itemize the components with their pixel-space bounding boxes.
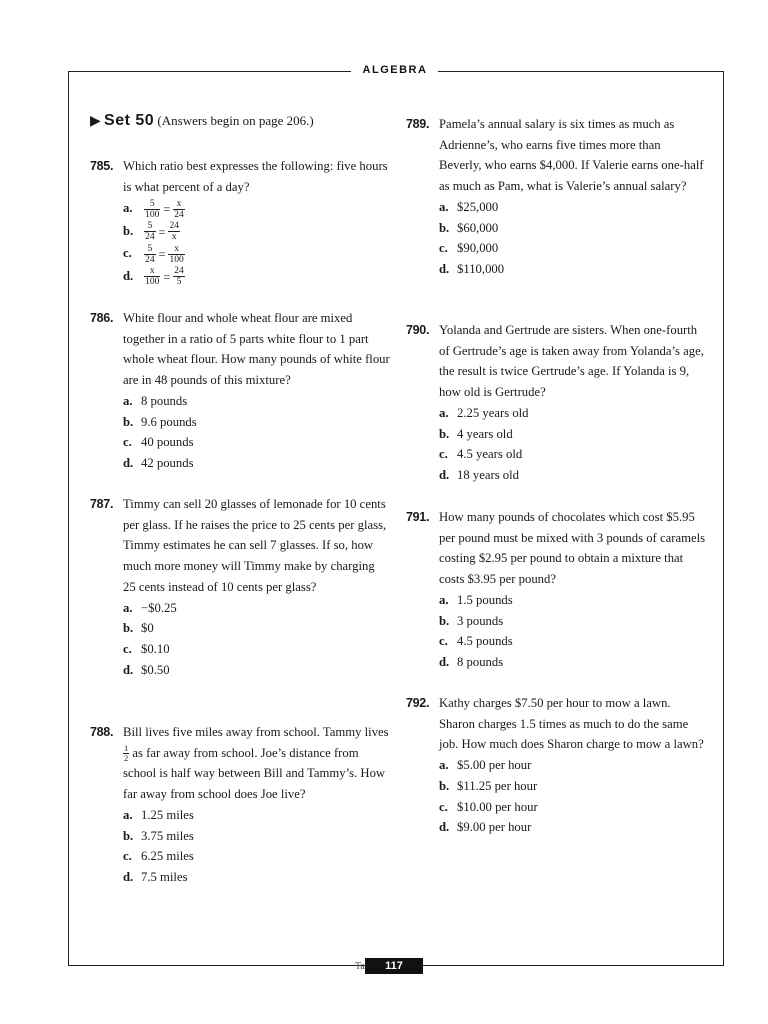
question-786 bbox=[90, 308, 390, 474]
option-b[interactable]: b. 3 pounds bbox=[439, 613, 504, 628]
header-rule-right bbox=[438, 71, 723, 72]
option-b[interactable]: b. 3.75 miles bbox=[123, 828, 194, 843]
option-b[interactable]: b. 4 years old bbox=[439, 426, 513, 441]
option-d[interactable]: d. 8 pounds bbox=[439, 654, 504, 669]
option-a[interactable]: a. 1.25 miles bbox=[123, 807, 194, 822]
set-heading bbox=[90, 112, 314, 130]
question-785 bbox=[90, 156, 390, 287]
question-number: 785. bbox=[90, 159, 114, 173]
question-number: 790. bbox=[406, 323, 430, 337]
question-791 bbox=[406, 507, 706, 673]
option-c[interactable]: c. $0.10 bbox=[123, 641, 170, 656]
option-b[interactable]: b. $0 bbox=[123, 621, 154, 636]
question-790 bbox=[406, 320, 706, 486]
question-787 bbox=[90, 494, 390, 680]
question-text: Timmy can sell 20 glasses of lemonade for 10 cents per glass. If he raises the price to 25 cents per glass, Timmy estimates he can sell 7 glasses. If so, how much more money will Timmy make by charging 25 cents instead of 10 cents per glass? bbox=[123, 497, 387, 594]
option-d[interactable]: d. $0.50 bbox=[123, 662, 170, 677]
option-c[interactable]: c. 4.5 years old bbox=[439, 447, 523, 462]
option-c[interactable]: c. $10.00 per hour bbox=[439, 799, 538, 814]
option-b[interactable]: b. 9.6 pounds bbox=[123, 414, 197, 429]
option-b[interactable]: b. $60,000 bbox=[439, 220, 499, 235]
option-b[interactable]: b. $11.25 per hour bbox=[439, 778, 538, 793]
page-number: 117 bbox=[365, 958, 423, 974]
question-text: Pamela’s annual salary is six times as much as Adrienne’s, who earns five times more than Beverly, who earns $4,000. If Valerie earns one-half as much as Pam, what is Valerie’s annual salary? bbox=[439, 117, 704, 194]
question-number: 789. bbox=[406, 117, 430, 131]
stray-text: Ta bbox=[355, 961, 365, 972]
set-note: (Answers begin on page 206.) bbox=[157, 113, 314, 128]
option-a[interactable]: a. 2.25 years old bbox=[439, 405, 529, 420]
question-number: 791. bbox=[406, 510, 430, 524]
set-label: Set 50 bbox=[104, 112, 155, 129]
header-rule-left bbox=[68, 71, 351, 72]
question-788 bbox=[90, 722, 390, 888]
option-a[interactable]: a. −$0.25 bbox=[123, 600, 177, 615]
option-a[interactable]: a. $25,000 bbox=[439, 199, 499, 214]
option-c[interactable]: c. $\frac{5}{24}$ = $\frac{x}{100}$ bbox=[123, 243, 184, 265]
question-number: 786. bbox=[90, 311, 114, 325]
option-c[interactable]: c. $90,000 bbox=[439, 241, 499, 256]
play-triangle-icon: ▶ bbox=[90, 113, 101, 129]
one-half-fraction: $\frac{1}{2}$ bbox=[124, 743, 129, 764]
option-d[interactable]: d. $110,000 bbox=[439, 261, 505, 276]
question-text: Bill lives five miles away from school. Tammy lives $\frac{1}{2}$ as far away from school. Joe’s distance from school is half way between Bill and Tammy’s. How far away from school does Joe live? bbox=[123, 725, 389, 802]
option-d[interactable]: d. 18 years old bbox=[439, 467, 520, 482]
section-header: ALGEBRA bbox=[362, 64, 428, 76]
option-d[interactable]: d. $\frac{x}{100}$ = $\frac{24}{5}$ bbox=[123, 266, 184, 288]
option-c[interactable]: c. 6.25 miles bbox=[123, 849, 194, 864]
question-number: 792. bbox=[406, 696, 430, 710]
question-text: How many pounds of chocolates which cost $5.95 per pound must be mixed with 3 pounds of caramels costing $2.95 per pound to obtain a mixture that costs $3.95 per pound? bbox=[439, 510, 706, 587]
question-text: White flour and whole wheat flour are mixed together in a ratio of 5 parts white flour to 1 part whole wheat flour. How many pounds of white flour are in 48 pounds of this mixture? bbox=[123, 311, 390, 388]
question-text: Yolanda and Gertrude are sisters. When one-fourth of Gertrude’s age is taken away from Yolanda’s age, the result is twice Gertrude’s age. If Yolanda is 9, how old is Gertrude? bbox=[439, 323, 704, 400]
question-text: Kathy charges $7.50 per hour to mow a lawn. Sharon charges 1.5 times as much to do the same job. How much does Sharon charge to mow a lawn? bbox=[439, 696, 704, 752]
option-a[interactable]: a. 8 pounds bbox=[123, 393, 188, 408]
option-c[interactable]: c. 40 pounds bbox=[123, 435, 194, 450]
question-number: 787. bbox=[90, 497, 114, 511]
option-c[interactable]: c. 4.5 pounds bbox=[439, 634, 513, 649]
option-a[interactable]: a. $5.00 per hour bbox=[439, 758, 532, 773]
option-b[interactable]: b. $\frac{5}{24}$ = $\frac{24}{x}$ bbox=[123, 221, 179, 243]
option-a[interactable]: a. 1.5 pounds bbox=[439, 592, 513, 607]
question-number: 788. bbox=[90, 725, 114, 739]
option-d[interactable]: d. 7.5 miles bbox=[123, 869, 188, 884]
question-text: Which ratio best expresses the following: five hours is what percent of a day? bbox=[123, 159, 388, 194]
question-792 bbox=[406, 693, 706, 838]
question-789 bbox=[406, 114, 706, 280]
option-a[interactable]: a. $\frac{5}{100}$ = $\frac{x}{24}$ bbox=[123, 198, 184, 220]
option-d[interactable]: d. $9.00 per hour bbox=[439, 820, 532, 835]
option-d[interactable]: d. 42 pounds bbox=[123, 455, 194, 470]
